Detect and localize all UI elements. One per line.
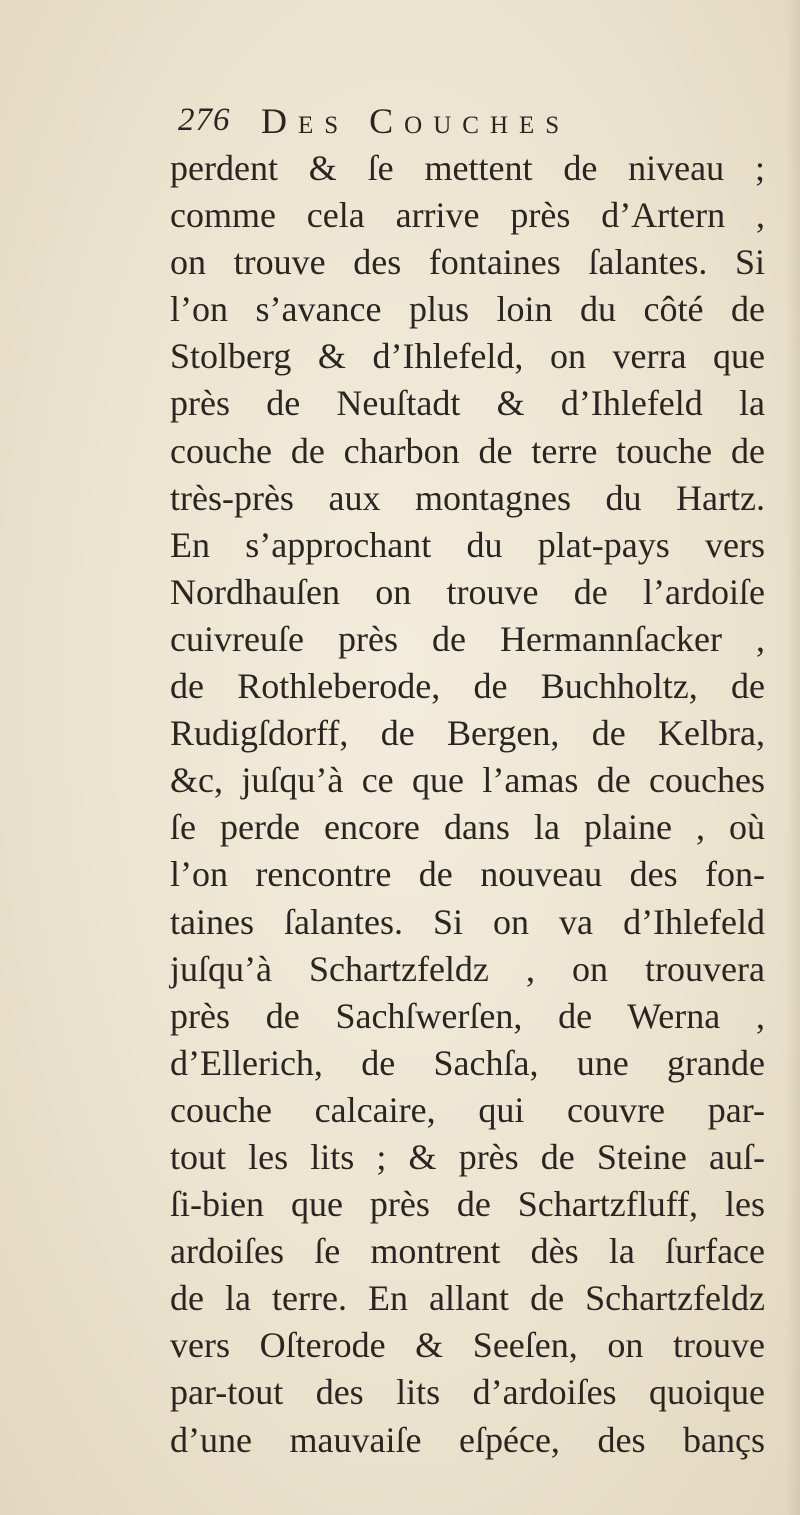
running-head-title: Des Couches (261, 101, 571, 141)
text-line: de la terre. En allant de Schartzfeldz (170, 1278, 765, 1319)
text-line: cuivreuſe près de Hermannſacker , (170, 618, 765, 659)
text-line: ſi-bien que près de Schartzfluff, les (170, 1184, 765, 1225)
text-line: près de Neuſtadt & d’Ihlefeld la (170, 383, 765, 424)
running-head (178, 100, 678, 150)
text-line: perdent & ſe mettent de niveau ; (170, 148, 765, 188)
text-line: ardoiſes ſe montrent dès la ſurface (170, 1231, 765, 1272)
text-line: tout les lits ; & près de Steine auſ- (170, 1136, 765, 1177)
text-line: En s’approchant du plat-pays vers (170, 524, 765, 565)
text-line: taines ſalantes. Si on va d’Ihlefeld (170, 901, 765, 942)
body-text (170, 145, 765, 1464)
text-line: couche de charbon de terre touche de (170, 430, 765, 471)
text-line: l’on rencontre de nouveau des fon- (170, 854, 765, 895)
text-line: l’on s’avance plus loin du côté de (170, 289, 765, 330)
page-number: 276 (178, 102, 231, 138)
text-line: Rudigſdorff, de Bergen, de Kelbra, (170, 713, 765, 754)
text-line: très-près aux montagnes du Hartz. (170, 477, 765, 518)
text-line: on trouve des fontaines ſalantes. Si (170, 242, 765, 283)
text-line: vers Oſterode & Seeſen, on trouve (170, 1325, 765, 1366)
text-line: de Rothleberode, de Buchholtz, de (170, 666, 765, 707)
text-line: juſqu’à Schartzfeldz , on trouvera (170, 948, 765, 989)
text-line: Stolberg & d’Ihlefeld, on verra que (170, 336, 765, 377)
text-line: par-tout des lits d’ardoiſes quoique (170, 1372, 765, 1413)
text-line: couche calcaire, qui couvre par- (170, 1089, 765, 1130)
text-line: ſe perde encore dans la plaine , où (170, 807, 765, 848)
text-line: &c, juſqu’à ce que l’amas de couches (170, 760, 765, 801)
page-edge-shadow (786, 0, 800, 1515)
text-line: d’une mauvaiſe eſpéce, des bançs (170, 1419, 765, 1460)
text-line: comme cela arrive près d’Artern , (170, 195, 765, 236)
text-line: d’Ellerich, de Sachſa, une grande (170, 1042, 765, 1083)
text-line: Nordhauſen on trouve de l’ardoiſe (170, 571, 765, 612)
text-line: près de Sachſwerſen, de Werna , (170, 995, 765, 1036)
